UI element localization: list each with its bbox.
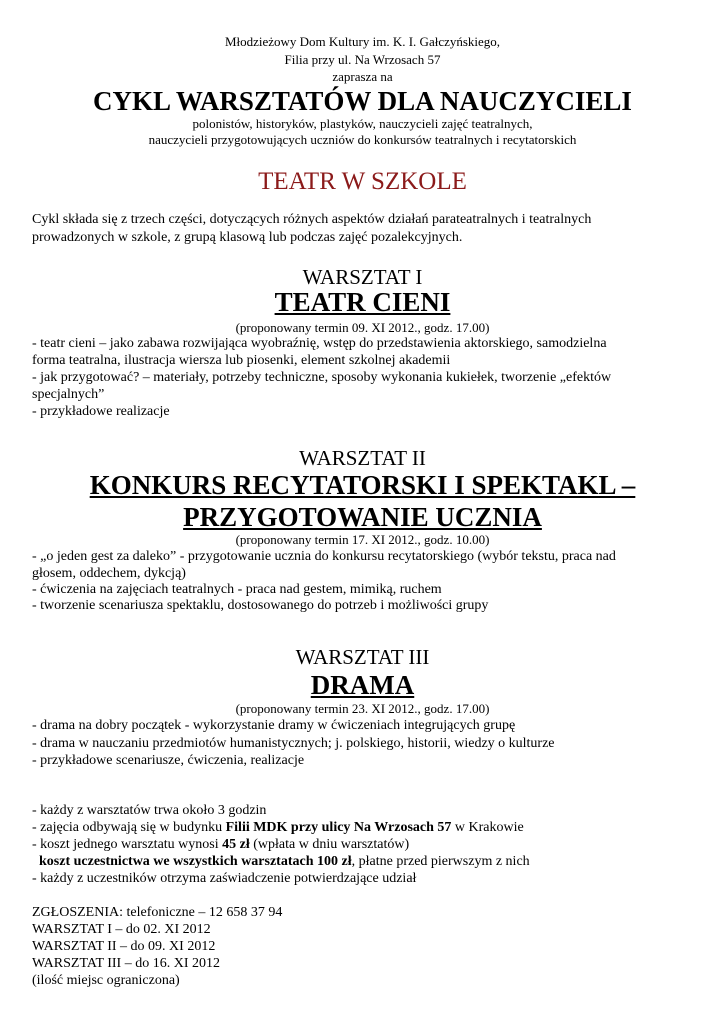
workshop3-term: (proponowany termin 23. XI 2012., godz. 17.00) xyxy=(235,701,490,716)
workshop1-bullet-1b: forma teatralna, ilustracja wiersza lub piosenki, element szkolnej akademii xyxy=(32,353,451,368)
info-location: - zajęcia odbywają się w budynku Filii MDK przy ulicy Na Wrzosach 57 w Krakowie xyxy=(32,820,524,835)
registration-workshop2: WARSZTAT II – do 09. XI 2012 xyxy=(32,939,216,954)
info-cost-all: koszt uczestnictwa we wszystkich warsztatach 100 zł, płatne przed pierwszym z nich xyxy=(32,854,530,869)
info-duration: - każdy z warsztatów trwa około 3 godzin xyxy=(32,803,267,818)
workshop2-bullet-2: - ćwiczenia na zajęciach teatralnych - praca nad gestem, mimiką, ruchem xyxy=(32,582,442,597)
workshop1-bullet-2b: specjalnych” xyxy=(32,387,105,402)
workshop3-bullet-1: - drama na dobry początek - wykorzystanie dramy w ćwiczeniach integrujących grupę xyxy=(32,718,516,733)
intro-line-2: prowadzonych w szkole, z grupą klasową lub podczas zajęć pozalekcyjnych. xyxy=(32,230,463,245)
workshop2-bullet-1a: - „o jeden gest za daleko” - przygotowanie ucznia do konkursu recytatorskiego (wybór tekstu, praca nad xyxy=(32,549,616,564)
workshop2-label: WARSZTAT II xyxy=(299,446,426,470)
audience-line-2: nauczycieli przygotowujących uczniów do konkursów teatralnych i recytatorskich xyxy=(148,132,577,147)
workshop1-label: WARSZTAT I xyxy=(302,265,423,289)
workshop1-bullet-1a: - teatr cieni – jako zabawa rozwijająca wyobraźnię, wstęp do przedstawienia aktorskiego, samodzielna xyxy=(32,336,607,351)
workshop3-bullet-2: - drama w nauczaniu przedmiotów humanistycznych; j. polskiego, historii, wiedzy o kulturze xyxy=(32,736,555,751)
workshop3-title: DRAMA xyxy=(310,670,415,700)
workshop2-title-line-1: KONKURS RECYTATORSKI I SPEKTAKL – xyxy=(89,470,636,500)
audience-line-1: polonistów, historyków, plastyków, nauczycieli zajęć teatralnych, xyxy=(192,116,533,131)
workshop3-label: WARSZTAT III xyxy=(295,645,430,669)
workshop1-bullet-2a: - jak przygotować? – materiały, potrzeby techniczne, sposoby wykonania kukiełek, tworzenie „efektów xyxy=(32,370,612,385)
main-title: CYKL WARSZTATÓW DLA NAUCZYCIELI xyxy=(93,86,632,116)
workshop3-bullet-3: - przykładowe scenariusze, ćwiczenia, realizacje xyxy=(32,753,305,768)
workshop1-title: TEATR CIENI xyxy=(274,287,451,317)
registration-workshop1: WARSZTAT I – do 02. XI 2012 xyxy=(32,922,211,937)
registration-workshop3: WARSZTAT III – do 16. XI 2012 xyxy=(32,956,220,971)
workshop1-term: (proponowany termin 09. XI 2012., godz. 17.00) xyxy=(235,320,490,335)
info-certificate: - każdy z uczestników otrzyma zaświadczenie potwierdzające udział xyxy=(32,871,417,886)
intro-line-1: Cykl składa się z trzech części, dotyczących różnych aspektów działań parateatralnych i teatralnych xyxy=(32,212,592,227)
organizer-address: Filia przy ul. Na Wrzosach 57 xyxy=(284,52,441,67)
workshop2-title-line-2: PRZYGOTOWANIE UCZNIA xyxy=(183,502,542,532)
registration-note: (ilość miejsc ograniczona) xyxy=(32,973,180,988)
invitation-text: zaprasza na xyxy=(332,69,393,84)
subtitle: TEATR W SZKOLE xyxy=(258,168,467,195)
registration-phone: ZGŁOSZENIA: telefoniczne – 12 658 37 94 xyxy=(32,905,283,920)
workshop2-term: (proponowany termin 17. XI 2012., godz. 10.00) xyxy=(235,532,490,547)
workshop2-bullet-1b: głosem, oddechem, dykcją) xyxy=(32,566,186,581)
workshop2-bullet-3: - tworzenie scenariusza spektaklu, dostosowanego do potrzeb i możliwości grupy xyxy=(32,598,489,613)
workshop1-bullet-3: - przykładowe realizacje xyxy=(32,404,170,419)
organizer-name: Młodzieżowy Dom Kultury im. K. I. Gałczyńskiego, xyxy=(224,34,501,49)
info-cost-single: - koszt jednego warsztatu wynosi 45 zł (wpłata w dniu warsztatów) xyxy=(32,837,410,852)
